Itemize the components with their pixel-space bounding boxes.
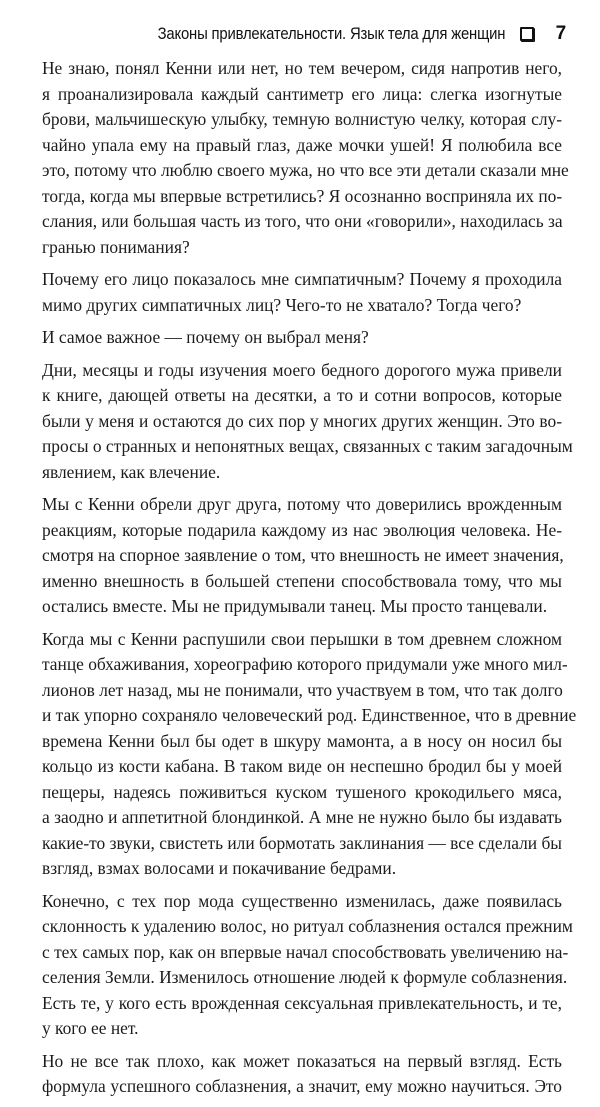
text-line: селения Земли. Изменилось отношение людей к формуле соблазнения. [42, 967, 568, 987]
paragraph [42, 325, 562, 351]
paragraph [42, 1049, 562, 1100]
text-line: мимо других симпатичных лиц? Чего-то не хватало? Тогда чего? [42, 294, 522, 315]
text-line: были у меня и остаются до сих пор у многих других женщин. Это во- [42, 410, 562, 431]
text-line: кольцо из кости кабана. В таком виде он неспешно бродил бы у моей [42, 756, 562, 776]
text-line: времена Кенни был бы одет в шкуру мамонта, а в носу он носил бы [42, 730, 562, 751]
text-line: брови, мальчишескую улыбку, темную волнистую челку, которая слу- [42, 109, 562, 129]
text-line: смотря на спорное заявление о том, что внешность не имеет значения, [42, 545, 564, 565]
text-line: гранью понимания? [42, 236, 190, 257]
text-line: явлением, как влечение. [42, 461, 221, 482]
text-line: слания, или большая часть из того, что они «говорили», находилась за [42, 211, 563, 231]
text-line: у кого ее нет. [42, 1018, 139, 1038]
text-line: я проанализировала каждый сантиметр его лица: слегка изогнутые [42, 83, 562, 104]
text-line: склонность к удалению волос, но ритуал соблазнения остался прежним [42, 916, 573, 936]
text-line: к книге, дающей ответы на десятки, а то и сотни вопросов, которые [42, 385, 562, 405]
text-line: пещеры, надеясь поживиться куском тушеного крокодильего мяса, [42, 781, 562, 802]
text-line: танце обхаживания, хореографию которого придумали уже много мил- [42, 654, 568, 674]
text-line: это, потому что люблю своего мужа, но что все эти детали сказали мне [42, 160, 569, 180]
square-box-icon [520, 27, 534, 41]
text-line: Не знаю, понял Кенни или нет, но тем вечером, сидя напротив него, [42, 58, 562, 78]
paragraph [42, 358, 573, 486]
paragraph [42, 889, 573, 1042]
running-header [119, 22, 566, 46]
text-line: формула успешного соблазнения, а значит, ему можно научиться. Это [42, 1076, 562, 1096]
text-line: и так упорно сохраняло человеческий род. Единственное, что в древние [42, 705, 577, 725]
text-line: Мы с Кенни обрели друг друга, потому что доверились врожденным [42, 494, 562, 514]
text-line: именно внешность в большей степени способствовала тому, что мы [42, 570, 562, 591]
text-line: чайно упала ему на правый глаз, даже мочки ушей! Я полюбила все [42, 134, 562, 155]
text-line: реакциям, которые подарила каждому из нас эволюция человека. Не- [42, 519, 562, 540]
text-line: просы о странных и непонятных вещах, связанных с таким загадочным [42, 436, 573, 456]
text-line: Но не все так плохо, как может показаться на первый взгляд. Есть [42, 1050, 562, 1071]
text-line: лионов лет назад, мы не понимали, что участвуем в том, что так долго [42, 679, 563, 700]
running-title: Законы привлекательности. Язык тела для женщин [158, 24, 506, 43]
text-line: с тех самых пор, как он впервые начал способствовать увеличению на- [42, 941, 569, 962]
text-line: Дни, месяцы и годы изучения моего бедного дорогого мужа привели [42, 359, 562, 380]
paragraph [42, 267, 562, 318]
text-line: Когда мы с Кенни распушили свои перышки в том древнем сложном [42, 628, 562, 649]
text-line: взгляд, взмах волосами и покачивание бедрами. [42, 858, 397, 878]
text-line: остались вместе. Мы не придумывали танец. Мы просто танцевали. [42, 596, 548, 616]
text-line: какие-то звуки, свистеть или бормотать заклинания — все сделали бы [42, 832, 562, 853]
text-line: Конечно, с тех пор мода существенно изменилась, даже появилась [42, 890, 562, 911]
page-body [42, 56, 577, 1107]
page-number: 7 [555, 23, 566, 44]
text-line: тогда, когда мы впервые встретились? Я осознанно восприняла их по- [42, 185, 563, 206]
text-line: а заодно и аппетитной блондинкой. А мне не нужно было бы издавать [42, 807, 562, 827]
paragraph [42, 56, 569, 260]
paragraph [42, 492, 562, 620]
text-line: И самое важное — почему он выбрал меня? [42, 327, 369, 347]
text-line: Почему его лицо показалось мне симпатичным? Почему я проходила [42, 269, 562, 289]
paragraph [42, 627, 577, 882]
text-line: Есть те, у кого есть врожденная сексуальная привлекательность, и те, [42, 992, 562, 1013]
